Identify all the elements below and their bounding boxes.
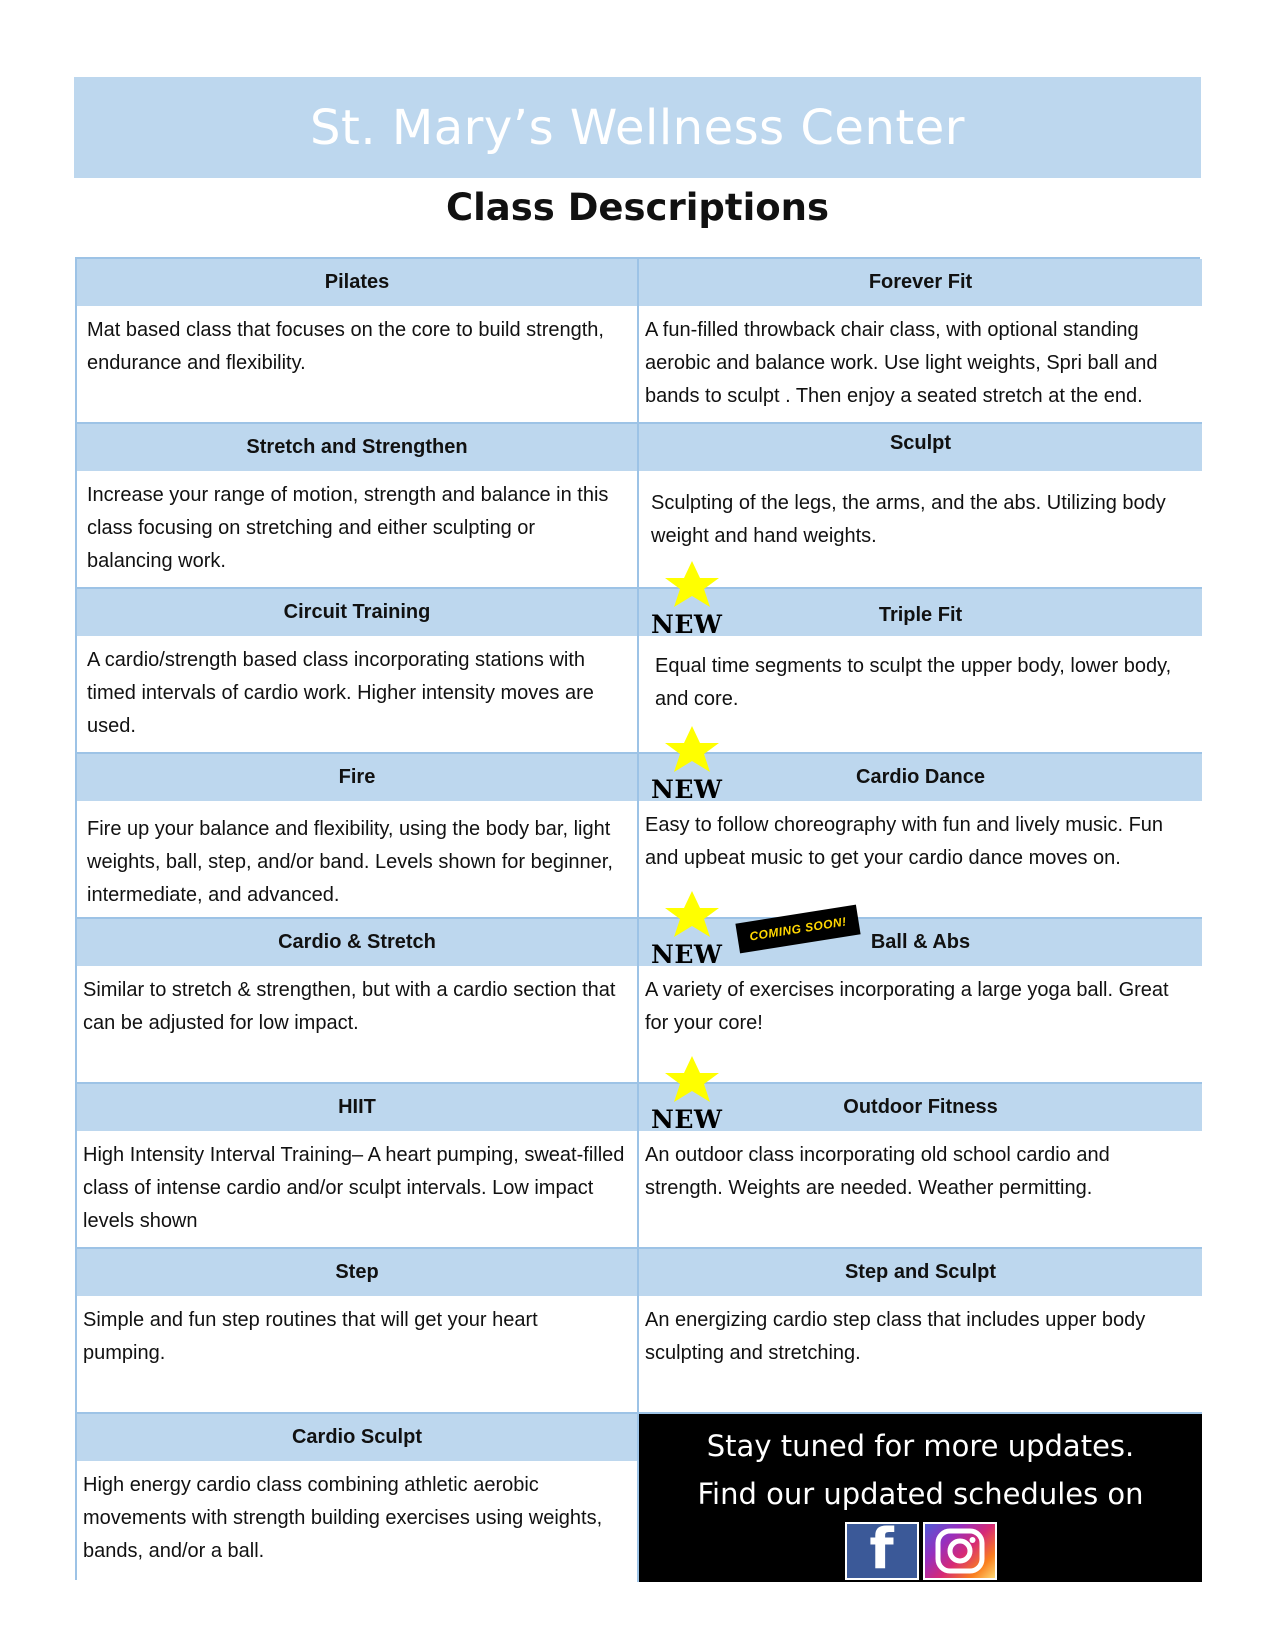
- coming-soon-badge: COMING SOON!: [735, 905, 860, 954]
- class-card-fire: [77, 754, 639, 919]
- class-card-ball-and-abs: [639, 914, 1202, 1084]
- class-name: Pilates: [77, 259, 637, 306]
- class-card-outdoor-fitness: [639, 1084, 1202, 1249]
- class-description: A fun-filled throwback chair class, with optional standing aerobic and balance work. Use light weights, Spri ball and bands to sculpt . Then enjoy a seated stretch at the end.: [645, 319, 1158, 407]
- class-card-triple-fit: [639, 589, 1202, 754]
- class-name: Sculpt: [639, 424, 1202, 471]
- class-name: Triple Fit: [639, 589, 1202, 636]
- class-card-cardio-sculpt: [77, 1414, 639, 1582]
- class-name: Ball & Abs: [639, 919, 1202, 966]
- class-card-forever-fit: [639, 259, 1202, 424]
- class-description: Simple and fun step routines that will get your heart pumping.: [83, 1309, 538, 1364]
- class-name: Outdoor Fitness: [639, 1084, 1202, 1131]
- class-description: A variety of exercises incorporating a large yoga ball. Great for your core!: [645, 979, 1169, 1034]
- class-name: Stretch and Strengthen: [77, 424, 637, 471]
- class-name: Fire: [77, 754, 637, 801]
- new-label: NEW: [651, 775, 723, 804]
- class-card-cardio-dance: [639, 754, 1202, 919]
- class-description: Sculpting of the legs, the arms, and the abs. Utilizing body weight and hand weights.: [651, 492, 1166, 547]
- class-description: Increase your range of motion, strength and balance in this class focusing on stretching and either sculpting or balancing work.: [87, 484, 609, 572]
- new-label: NEW: [651, 1105, 723, 1134]
- facebook-icon[interactable]: f: [845, 1522, 919, 1580]
- class-description: Fire up your balance and flexibility, using the body bar, light weights, ball, step, and/or band. Levels shown for beginner, intermediate, and advanced.: [87, 818, 613, 906]
- page-title: Class Descriptions: [445, 186, 830, 229]
- new-label: NEW: [651, 940, 723, 969]
- class-description: High Intensity Interval Training– A heart pumping, sweat-filled class of intense cardio and/or sculpt intervals. Low impact levels shown: [83, 1144, 625, 1232]
- class-card-hiit: [77, 1084, 639, 1249]
- promo-line-1: Stay tuned for more updates.: [706, 1429, 1135, 1463]
- class-name: Circuit Training: [77, 589, 637, 636]
- class-name: Step: [77, 1249, 637, 1296]
- class-name: HIIT: [77, 1084, 637, 1131]
- class-description: Similar to stretch & strengthen, but with a cardio section that can be adjusted for low impact.: [83, 979, 616, 1034]
- promo-line-2: Find our updated schedules on: [697, 1477, 1144, 1511]
- class-name: Forever Fit: [639, 259, 1202, 306]
- new-label: NEW: [651, 610, 723, 639]
- class-description: An outdoor class incorporating old school cardio and strength. Weights are needed. Weather permitting.: [645, 1144, 1110, 1199]
- class-description: Equal time segments to sculpt the upper body, lower body, and core.: [655, 655, 1172, 710]
- class-card-step: [77, 1249, 639, 1414]
- class-description: A cardio/strength based class incorporating stations with timed intervals of cardio work. Higher intensity moves are used.: [87, 649, 594, 737]
- class-description: An energizing cardio step class that includes upper body sculpting and stretching.: [645, 1309, 1146, 1364]
- class-name: Cardio & Stretch: [77, 919, 637, 966]
- class-name: Cardio Sculpt: [77, 1414, 637, 1461]
- center-title: St. Mary’s Wellness Center: [310, 99, 965, 156]
- class-grid: [75, 257, 1200, 1580]
- class-name: Cardio Dance: [639, 754, 1202, 801]
- class-card-circuit-training: [77, 589, 639, 754]
- updates-promo: [639, 1414, 1202, 1582]
- class-card-sculpt: [639, 424, 1202, 589]
- class-card-pilates: [77, 259, 639, 424]
- class-card-stretch-and-strengthen: [77, 424, 639, 589]
- class-card-cardio-and-stretch: [77, 919, 639, 1084]
- instagram-icon[interactable]: [923, 1522, 997, 1580]
- class-description: Easy to follow choreography with fun and lively music. Fun and upbeat music to get your cardio dance moves on.: [645, 814, 1164, 869]
- social-icons: [639, 1522, 1202, 1580]
- title-banner: [74, 77, 1201, 178]
- class-name: Step and Sculpt: [639, 1249, 1202, 1296]
- class-card-step-and-sculpt: [639, 1249, 1202, 1414]
- class-description: Mat based class that focuses on the core to build strength, endurance and flexibility.: [87, 319, 604, 374]
- class-description: High energy cardio class combining athletic aerobic movements with strength building exercises using weights, bands, and/or a ball.: [83, 1474, 603, 1562]
